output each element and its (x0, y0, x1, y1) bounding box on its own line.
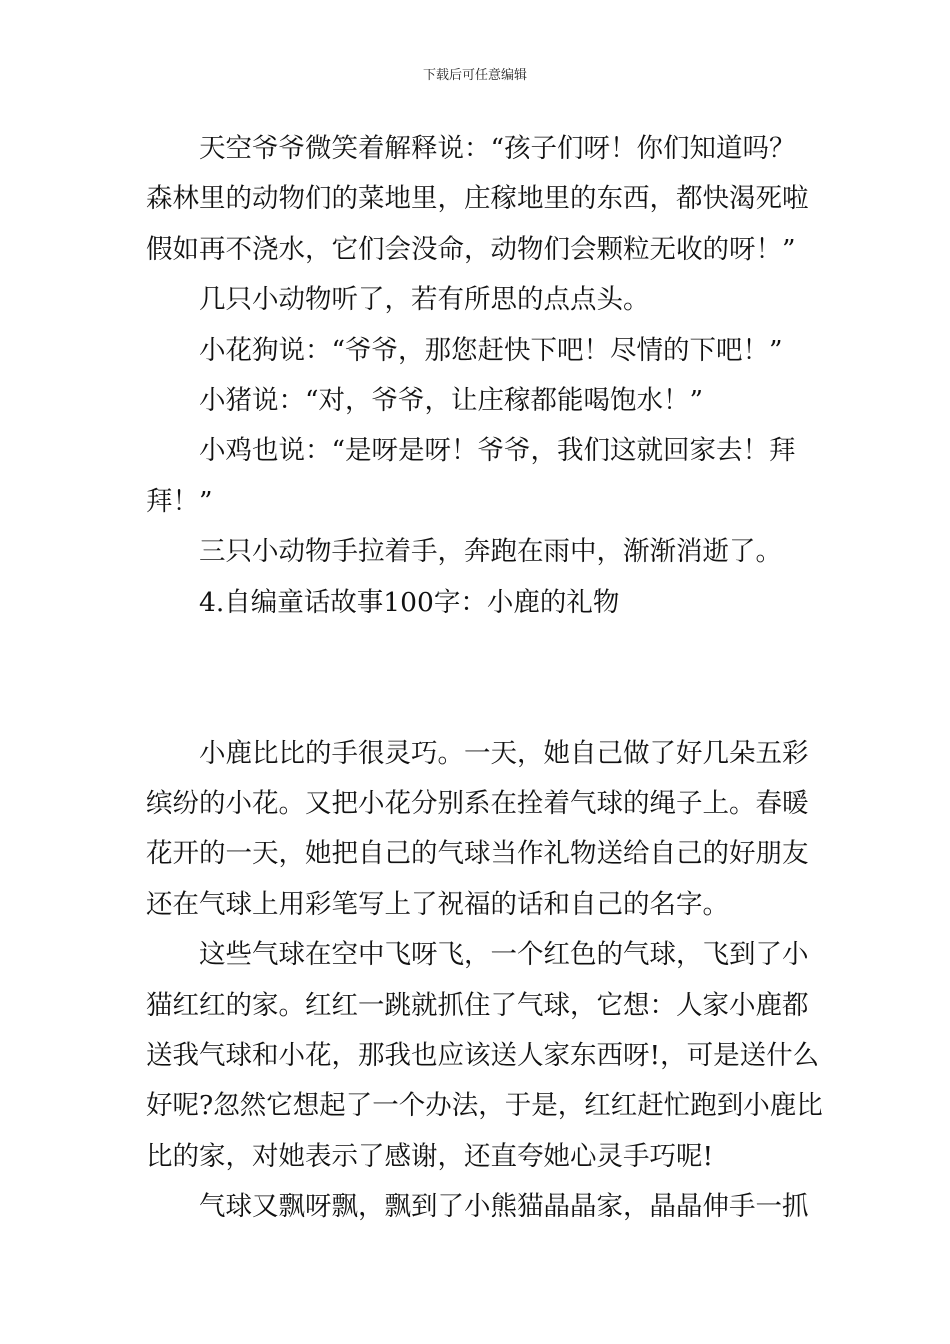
text-line: 拜！” (146, 485, 213, 517)
text-line: 花开的一天，她把自己的气球当作礼物送给自己的好朋友 (146, 838, 809, 870)
text-line: 几只小动物听了，若有所思的点点头。 (199, 284, 650, 316)
text-line: 三只小动物手拉着手，奔跑在雨中，渐渐消逝了。 (199, 536, 782, 568)
blank-space (146, 628, 806, 729)
text-line: 还在气球上用彩笔写上了祝福的话和自己的名字。 (146, 888, 729, 920)
text-line: 好呢?忽然它想起了一个办法，于是，红红赶忙跑到小鹿比 (146, 1090, 823, 1122)
text-line: 比的家，对她表示了感谢，还直夸她心灵手巧呢! (146, 1140, 714, 1172)
text-line: 天空爷爷微笑着解释说：“孩子们呀！你们知道吗？ (199, 133, 796, 164)
text-line: 猫红红的家。红红一跳就抓住了气球，它想：人家小鹿都 (146, 989, 809, 1021)
text-line: 假如再不浇水，它们会没命，动物们会颗粒无收的呀！” (146, 233, 796, 265)
text-line: 森林里的动物们的菜地里，庄稼地里的东西，都快渴死啦 (146, 183, 809, 215)
text-line: 缤纷的小花。又把小花分别系在拴着气球的绳子上。春暖 (146, 788, 809, 820)
section-heading: 4.自编童话故事100字：小鹿的礼物 (199, 586, 620, 618)
text-line: 小鹿比比的手很灵巧。一天，她自己做了好几朵五彩 (199, 737, 809, 769)
page-header: 下载后可任意编辑 (422, 68, 527, 83)
text-line: 气球又飘呀飘，飘到了小熊猫晶晶家，晶晶伸手一抓 (199, 1191, 809, 1223)
text-line: 小猪说：“对，爷爷，让庄稼都能喝饱水！” (199, 384, 704, 416)
text-line: 这些气球在空中飞呀飞，一个红色的气球，飞到了小 (199, 939, 809, 971)
text-line: 小鸡也说：“是呀是呀！爷爷，我们这就回家去！拜 (199, 435, 796, 467)
text-line: 送我气球和小花，那我也应该送人家东西呀!，可是送什么 (146, 1040, 820, 1072)
document-body (146, 124, 823, 1233)
text-line: 小花狗说：“爷爷，那您赶快下吧！尽情的下吧！” (199, 334, 783, 366)
